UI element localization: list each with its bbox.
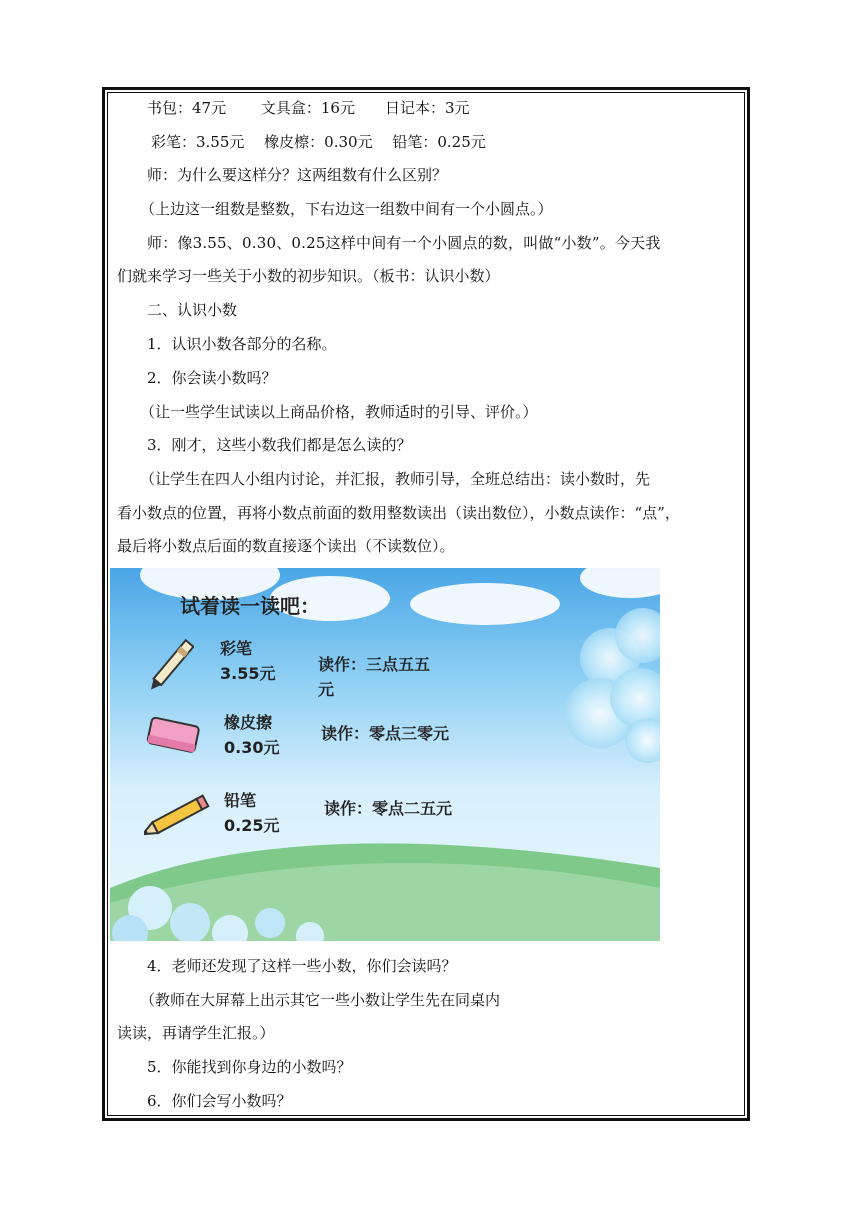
- step-3-note-cont: 看小数点的位置，再将小数点前面的数用整数读出（读出数位），小数点读作：“点”，: [117, 504, 680, 522]
- flower-decoration: [625, 718, 660, 763]
- cloud-shape: [580, 568, 660, 598]
- text-line-items-2: 彩笔：3.55元 橡皮檫：0.30元 铅笔：0.25元: [151, 133, 486, 151]
- text-line-items: 书包：47元 文具盒：16元 日记本：3元: [147, 99, 470, 117]
- item-reading-color-pen-cont: 元: [318, 680, 335, 699]
- item-name-pencil: 铅笔: [224, 791, 257, 810]
- step-2: 2．你会读小数吗？: [147, 369, 277, 387]
- item-reading-color-pen: 读作：三点五五: [318, 655, 431, 674]
- step-6: 6．你们会写小数吗？: [147, 1092, 292, 1110]
- cloud-shape: [410, 583, 560, 625]
- step-3-note-end: 最后将小数点后面的数直接逐个读出（不读数位）。: [117, 537, 455, 555]
- step-1: 1．认识小数各部分的名称。: [147, 335, 337, 353]
- slide-image: [110, 568, 660, 941]
- color-pen-icon: [144, 638, 194, 698]
- step-3-note: （让学生在四人小组内讨论，并汇报，教师引导，全班总结出：读小数时，先: [140, 470, 651, 488]
- step-5: 5．你能找到你身边的小数吗？: [147, 1058, 352, 1076]
- item-price-pencil: 0.25元: [224, 816, 280, 835]
- slide-title: 试着读一读吧：: [180, 594, 320, 618]
- item-reading-eraser: 读作：零点三零元: [321, 724, 450, 743]
- item-price-eraser: 0.30元: [224, 738, 280, 757]
- grass-hill: [110, 828, 660, 941]
- step-4-note-cont: 读读，再请学生汇报。）: [117, 1024, 275, 1042]
- text-line-teacher: 师：像3.55、0.30、0.25这样中间有一个小圆点的数，叫做“小数”。今天我: [147, 234, 661, 252]
- step-2-note: （让一些学生试读以上商品价格，教师适时的引导、评价。）: [140, 403, 538, 421]
- eraser-icon: [144, 716, 204, 756]
- step-3: 3．刚才，这些小数我们都是怎么读的？: [147, 436, 412, 454]
- pencil-icon: [144, 793, 214, 838]
- text-line-teacher-cont: 们就来学习一些关于小数的初步知识。（板书：认识小数）: [117, 267, 500, 285]
- text-line-question: 师：为什么要这样分？这两组数有什么区别？: [147, 166, 448, 184]
- step-4-note: （教师在大屏幕上出示其它一些小数让学生先在同桌内: [140, 991, 501, 1009]
- section-heading: 二、认识小数: [147, 301, 238, 319]
- item-reading-pencil: 读作：零点二五元: [324, 799, 453, 818]
- item-price-color-pen: 3.55元: [220, 664, 276, 683]
- item-name-color-pen: 彩笔: [220, 639, 253, 658]
- item-name-eraser: 橡皮擦: [224, 713, 273, 732]
- text-line-answer: （上边这一组数是整数，下右边这一组数中间有一个小圆点。）: [140, 200, 553, 218]
- step-4: 4．老师还发现了这样一些小数，你们会读吗？: [147, 957, 457, 975]
